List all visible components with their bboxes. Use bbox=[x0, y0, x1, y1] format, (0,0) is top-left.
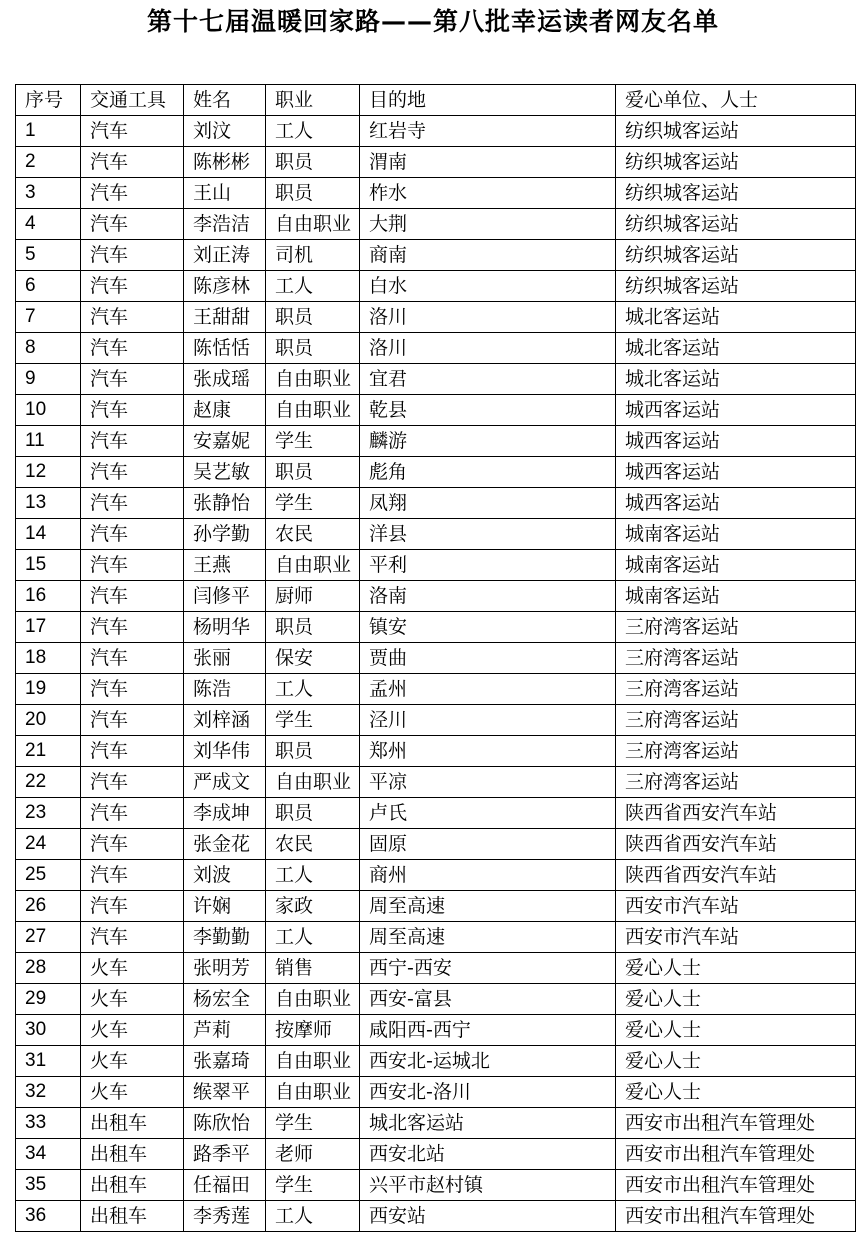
table-row bbox=[16, 209, 856, 240]
table-row bbox=[16, 1046, 856, 1077]
cell-destination: 彪角 bbox=[360, 457, 616, 488]
cell-index: 31 bbox=[16, 1046, 81, 1077]
table-row bbox=[16, 457, 856, 488]
cell-sponsor: 西安市出租汽车管理处 bbox=[616, 1139, 856, 1170]
cell-transport: 火车 bbox=[81, 953, 184, 984]
cell-occupation: 自由职业 bbox=[266, 209, 360, 240]
cell-name: 杨宏全 bbox=[184, 984, 266, 1015]
cell-index: 13 bbox=[16, 488, 81, 519]
cell-destination: 乾县 bbox=[360, 395, 616, 426]
table-row bbox=[16, 550, 856, 581]
cell-occupation: 职员 bbox=[266, 457, 360, 488]
cell-sponsor: 西安市出租汽车管理处 bbox=[616, 1170, 856, 1201]
cell-transport: 汽车 bbox=[81, 798, 184, 829]
table-row bbox=[16, 1077, 856, 1108]
cell-name: 王甜甜 bbox=[184, 302, 266, 333]
cell-destination: 卢氏 bbox=[360, 798, 616, 829]
cell-name: 李秀莲 bbox=[184, 1201, 266, 1232]
cell-destination: 周至高速 bbox=[360, 891, 616, 922]
cell-occupation: 农民 bbox=[266, 519, 360, 550]
cell-name: 张成瑶 bbox=[184, 364, 266, 395]
cell-destination: 平凉 bbox=[360, 767, 616, 798]
cell-occupation: 保安 bbox=[266, 643, 360, 674]
cell-occupation: 自由职业 bbox=[266, 1046, 360, 1077]
cell-occupation: 司机 bbox=[266, 240, 360, 271]
cell-index: 32 bbox=[16, 1077, 81, 1108]
cell-sponsor: 陕西省西安汽车站 bbox=[616, 798, 856, 829]
cell-name: 张明芳 bbox=[184, 953, 266, 984]
cell-index: 9 bbox=[16, 364, 81, 395]
cell-sponsor: 纺织城客运站 bbox=[616, 271, 856, 302]
cell-name: 李勤勤 bbox=[184, 922, 266, 953]
cell-occupation: 按摩师 bbox=[266, 1015, 360, 1046]
cell-destination: 宜君 bbox=[360, 364, 616, 395]
table-row bbox=[16, 612, 856, 643]
cell-occupation: 职员 bbox=[266, 612, 360, 643]
cell-destination: 红岩寺 bbox=[360, 116, 616, 147]
cell-transport: 汽车 bbox=[81, 612, 184, 643]
cell-index: 17 bbox=[16, 612, 81, 643]
cell-occupation: 家政 bbox=[266, 891, 360, 922]
cell-occupation: 自由职业 bbox=[266, 984, 360, 1015]
cell-name: 陈浩 bbox=[184, 674, 266, 705]
cell-destination: 洋县 bbox=[360, 519, 616, 550]
cell-occupation: 职员 bbox=[266, 798, 360, 829]
cell-destination: 洛川 bbox=[360, 333, 616, 364]
cell-name: 陈彦林 bbox=[184, 271, 266, 302]
cell-name: 缑翠平 bbox=[184, 1077, 266, 1108]
cell-index: 34 bbox=[16, 1139, 81, 1170]
cell-name: 李浩洁 bbox=[184, 209, 266, 240]
cell-transport: 汽车 bbox=[81, 674, 184, 705]
cell-index: 15 bbox=[16, 550, 81, 581]
cell-name: 王山 bbox=[184, 178, 266, 209]
table-row bbox=[16, 240, 856, 271]
cell-transport: 汽车 bbox=[81, 860, 184, 891]
cell-sponsor: 陕西省西安汽车站 bbox=[616, 829, 856, 860]
cell-destination: 固原 bbox=[360, 829, 616, 860]
table-row bbox=[16, 488, 856, 519]
header-name: 姓名 bbox=[184, 85, 266, 116]
cell-transport: 出租车 bbox=[81, 1170, 184, 1201]
table-row bbox=[16, 1170, 856, 1201]
cell-sponsor: 爱心人士 bbox=[616, 1015, 856, 1046]
cell-destination: 镇安 bbox=[360, 612, 616, 643]
cell-occupation: 学生 bbox=[266, 426, 360, 457]
cell-name: 陈欣怡 bbox=[184, 1108, 266, 1139]
cell-occupation: 自由职业 bbox=[266, 364, 360, 395]
table-row bbox=[16, 860, 856, 891]
cell-index: 33 bbox=[16, 1108, 81, 1139]
table-row bbox=[16, 364, 856, 395]
cell-transport: 汽车 bbox=[81, 488, 184, 519]
cell-index: 29 bbox=[16, 984, 81, 1015]
cell-transport: 汽车 bbox=[81, 581, 184, 612]
cell-index: 14 bbox=[16, 519, 81, 550]
cell-name: 刘汶 bbox=[184, 116, 266, 147]
cell-name: 张丽 bbox=[184, 643, 266, 674]
cell-occupation: 学生 bbox=[266, 705, 360, 736]
cell-destination: 泾川 bbox=[360, 705, 616, 736]
cell-destination: 郑州 bbox=[360, 736, 616, 767]
cell-sponsor: 陕西省西安汽车站 bbox=[616, 860, 856, 891]
table-row bbox=[16, 178, 856, 209]
header-sponsor: 爱心单位、人士 bbox=[616, 85, 856, 116]
cell-sponsor: 纺织城客运站 bbox=[616, 209, 856, 240]
cell-transport: 汽车 bbox=[81, 333, 184, 364]
cell-name: 芦莉 bbox=[184, 1015, 266, 1046]
cell-sponsor: 纺织城客运站 bbox=[616, 240, 856, 271]
cell-occupation: 职员 bbox=[266, 178, 360, 209]
cell-destination: 西安-富县 bbox=[360, 984, 616, 1015]
table-row bbox=[16, 426, 856, 457]
cell-transport: 汽车 bbox=[81, 240, 184, 271]
cell-destination: 贾曲 bbox=[360, 643, 616, 674]
cell-occupation: 学生 bbox=[266, 488, 360, 519]
cell-index: 24 bbox=[16, 829, 81, 860]
cell-transport: 火车 bbox=[81, 984, 184, 1015]
cell-occupation: 厨师 bbox=[266, 581, 360, 612]
cell-transport: 出租车 bbox=[81, 1139, 184, 1170]
table-row bbox=[16, 674, 856, 705]
cell-destination: 西安北-洛川 bbox=[360, 1077, 616, 1108]
cell-occupation: 职员 bbox=[266, 736, 360, 767]
table-row bbox=[16, 922, 856, 953]
table-row bbox=[16, 333, 856, 364]
header-transport: 交通工具 bbox=[81, 85, 184, 116]
cell-sponsor: 爱心人士 bbox=[616, 1077, 856, 1108]
cell-transport: 火车 bbox=[81, 1046, 184, 1077]
cell-name: 赵康 bbox=[184, 395, 266, 426]
cell-transport: 汽车 bbox=[81, 116, 184, 147]
cell-transport: 火车 bbox=[81, 1015, 184, 1046]
cell-index: 11 bbox=[16, 426, 81, 457]
cell-occupation: 老师 bbox=[266, 1139, 360, 1170]
cell-destination: 渭南 bbox=[360, 147, 616, 178]
cell-sponsor: 三府湾客运站 bbox=[616, 736, 856, 767]
cell-transport: 汽车 bbox=[81, 395, 184, 426]
cell-sponsor: 三府湾客运站 bbox=[616, 643, 856, 674]
cell-sponsor: 三府湾客运站 bbox=[616, 705, 856, 736]
cell-occupation: 工人 bbox=[266, 271, 360, 302]
cell-index: 10 bbox=[16, 395, 81, 426]
cell-index: 19 bbox=[16, 674, 81, 705]
cell-sponsor: 三府湾客运站 bbox=[616, 612, 856, 643]
cell-sponsor: 爱心人士 bbox=[616, 953, 856, 984]
cell-sponsor: 城西客运站 bbox=[616, 395, 856, 426]
table-row bbox=[16, 1108, 856, 1139]
cell-sponsor: 城北客运站 bbox=[616, 333, 856, 364]
cell-destination: 城北客运站 bbox=[360, 1108, 616, 1139]
cell-sponsor: 西安市出租汽车管理处 bbox=[616, 1108, 856, 1139]
cell-name: 闫修平 bbox=[184, 581, 266, 612]
cell-name: 安嘉妮 bbox=[184, 426, 266, 457]
cell-destination: 柞水 bbox=[360, 178, 616, 209]
header-occupation: 职业 bbox=[266, 85, 360, 116]
cell-index: 35 bbox=[16, 1170, 81, 1201]
cell-occupation: 学生 bbox=[266, 1170, 360, 1201]
cell-transport: 汽车 bbox=[81, 550, 184, 581]
cell-destination: 西安北-运城北 bbox=[360, 1046, 616, 1077]
cell-index: 30 bbox=[16, 1015, 81, 1046]
cell-transport: 汽车 bbox=[81, 767, 184, 798]
cell-transport: 汽车 bbox=[81, 271, 184, 302]
cell-name: 路季平 bbox=[184, 1139, 266, 1170]
cell-name: 严成文 bbox=[184, 767, 266, 798]
cell-destination: 商州 bbox=[360, 860, 616, 891]
cell-sponsor: 城南客运站 bbox=[616, 550, 856, 581]
cell-transport: 汽车 bbox=[81, 457, 184, 488]
cell-sponsor: 城南客运站 bbox=[616, 581, 856, 612]
cell-index: 4 bbox=[16, 209, 81, 240]
table-row bbox=[16, 147, 856, 178]
cell-transport: 汽车 bbox=[81, 922, 184, 953]
cell-index: 36 bbox=[16, 1201, 81, 1232]
cell-index: 12 bbox=[16, 457, 81, 488]
cell-name: 张嘉琦 bbox=[184, 1046, 266, 1077]
cell-sponsor: 纺织城客运站 bbox=[616, 147, 856, 178]
cell-destination: 咸阳西-西宁 bbox=[360, 1015, 616, 1046]
table-row bbox=[16, 116, 856, 147]
cell-occupation: 工人 bbox=[266, 116, 360, 147]
cell-sponsor: 爱心人士 bbox=[616, 984, 856, 1015]
table-row bbox=[16, 581, 856, 612]
cell-name: 刘正涛 bbox=[184, 240, 266, 271]
cell-index: 6 bbox=[16, 271, 81, 302]
cell-transport: 汽车 bbox=[81, 302, 184, 333]
cell-name: 张金花 bbox=[184, 829, 266, 860]
cell-index: 25 bbox=[16, 860, 81, 891]
table-body bbox=[16, 116, 856, 1232]
cell-transport: 汽车 bbox=[81, 829, 184, 860]
table-row bbox=[16, 984, 856, 1015]
cell-transport: 火车 bbox=[81, 1077, 184, 1108]
cell-index: 27 bbox=[16, 922, 81, 953]
cell-name: 许娴 bbox=[184, 891, 266, 922]
cell-destination: 平利 bbox=[360, 550, 616, 581]
header-index: 序号 bbox=[16, 85, 81, 116]
cell-sponsor: 纺织城客运站 bbox=[616, 116, 856, 147]
table-row bbox=[16, 891, 856, 922]
table-row bbox=[16, 798, 856, 829]
cell-name: 刘华伟 bbox=[184, 736, 266, 767]
cell-sponsor: 爱心人士 bbox=[616, 1046, 856, 1077]
cell-index: 2 bbox=[16, 147, 81, 178]
cell-index: 26 bbox=[16, 891, 81, 922]
cell-transport: 汽车 bbox=[81, 643, 184, 674]
cell-occupation: 自由职业 bbox=[266, 550, 360, 581]
cell-name: 张静怡 bbox=[184, 488, 266, 519]
cell-name: 刘波 bbox=[184, 860, 266, 891]
cell-name: 孙学勤 bbox=[184, 519, 266, 550]
cell-index: 7 bbox=[16, 302, 81, 333]
cell-destination: 洛川 bbox=[360, 302, 616, 333]
table-row bbox=[16, 302, 856, 333]
cell-transport: 汽车 bbox=[81, 178, 184, 209]
cell-sponsor: 城北客运站 bbox=[616, 302, 856, 333]
cell-destination: 商南 bbox=[360, 240, 616, 271]
cell-destination: 西安站 bbox=[360, 1201, 616, 1232]
cell-destination: 白水 bbox=[360, 271, 616, 302]
table-row bbox=[16, 395, 856, 426]
table-row bbox=[16, 953, 856, 984]
cell-sponsor: 城西客运站 bbox=[616, 426, 856, 457]
cell-occupation: 工人 bbox=[266, 860, 360, 891]
cell-transport: 汽车 bbox=[81, 209, 184, 240]
cell-destination: 孟州 bbox=[360, 674, 616, 705]
cell-destination: 西安北站 bbox=[360, 1139, 616, 1170]
cell-index: 23 bbox=[16, 798, 81, 829]
cell-name: 吴艺敏 bbox=[184, 457, 266, 488]
cell-transport: 汽车 bbox=[81, 519, 184, 550]
table-row bbox=[16, 1201, 856, 1232]
cell-destination: 洛南 bbox=[360, 581, 616, 612]
cell-name: 李成坤 bbox=[184, 798, 266, 829]
cell-transport: 汽车 bbox=[81, 705, 184, 736]
cell-occupation: 工人 bbox=[266, 922, 360, 953]
table-row bbox=[16, 643, 856, 674]
cell-name: 任福田 bbox=[184, 1170, 266, 1201]
cell-index: 21 bbox=[16, 736, 81, 767]
cell-occupation: 职员 bbox=[266, 333, 360, 364]
cell-index: 1 bbox=[16, 116, 81, 147]
cell-index: 18 bbox=[16, 643, 81, 674]
cell-transport: 汽车 bbox=[81, 426, 184, 457]
cell-name: 陈彬彬 bbox=[184, 147, 266, 178]
table-row bbox=[16, 705, 856, 736]
cell-name: 杨明华 bbox=[184, 612, 266, 643]
cell-occupation: 职员 bbox=[266, 147, 360, 178]
cell-sponsor: 西安市汽车站 bbox=[616, 891, 856, 922]
document-title: 第十七届温暖回家路——第八批幸运读者网友名单 bbox=[146, 7, 719, 36]
cell-name: 陈恬恬 bbox=[184, 333, 266, 364]
cell-occupation: 自由职业 bbox=[266, 395, 360, 426]
cell-sponsor: 城南客运站 bbox=[616, 519, 856, 550]
cell-index: 22 bbox=[16, 767, 81, 798]
cell-occupation: 销售 bbox=[266, 953, 360, 984]
cell-sponsor: 城西客运站 bbox=[616, 488, 856, 519]
cell-index: 8 bbox=[16, 333, 81, 364]
table-row bbox=[16, 736, 856, 767]
cell-index: 28 bbox=[16, 953, 81, 984]
table-row bbox=[16, 767, 856, 798]
cell-transport: 汽车 bbox=[81, 147, 184, 178]
table-row bbox=[16, 829, 856, 860]
cell-transport: 出租车 bbox=[81, 1108, 184, 1139]
cell-transport: 汽车 bbox=[81, 736, 184, 767]
cell-occupation: 工人 bbox=[266, 1201, 360, 1232]
cell-occupation: 农民 bbox=[266, 829, 360, 860]
table-row bbox=[16, 271, 856, 302]
cell-destination: 凤翔 bbox=[360, 488, 616, 519]
cell-destination: 周至高速 bbox=[360, 922, 616, 953]
header-destination: 目的地 bbox=[360, 85, 616, 116]
cell-sponsor: 三府湾客运站 bbox=[616, 674, 856, 705]
cell-index: 20 bbox=[16, 705, 81, 736]
winner-list-table bbox=[15, 84, 856, 1232]
cell-sponsor: 城西客运站 bbox=[616, 457, 856, 488]
table-row bbox=[16, 1015, 856, 1046]
cell-occupation: 工人 bbox=[266, 674, 360, 705]
cell-occupation: 学生 bbox=[266, 1108, 360, 1139]
cell-destination: 兴平市赵村镇 bbox=[360, 1170, 616, 1201]
table-row bbox=[16, 1139, 856, 1170]
cell-sponsor: 西安市出租汽车管理处 bbox=[616, 1201, 856, 1232]
cell-name: 刘梓涵 bbox=[184, 705, 266, 736]
cell-index: 5 bbox=[16, 240, 81, 271]
cell-destination: 大荆 bbox=[360, 209, 616, 240]
table-row bbox=[16, 519, 856, 550]
cell-occupation: 自由职业 bbox=[266, 1077, 360, 1108]
table-header-row bbox=[16, 85, 856, 116]
cell-destination: 西宁-西安 bbox=[360, 953, 616, 984]
cell-destination: 麟游 bbox=[360, 426, 616, 457]
cell-sponsor: 纺织城客运站 bbox=[616, 178, 856, 209]
cell-occupation: 职员 bbox=[266, 302, 360, 333]
cell-name: 王燕 bbox=[184, 550, 266, 581]
cell-sponsor: 三府湾客运站 bbox=[616, 767, 856, 798]
cell-sponsor: 西安市汽车站 bbox=[616, 922, 856, 953]
cell-transport: 出租车 bbox=[81, 1201, 184, 1232]
cell-index: 3 bbox=[16, 178, 81, 209]
cell-transport: 汽车 bbox=[81, 891, 184, 922]
cell-index: 16 bbox=[16, 581, 81, 612]
cell-transport: 汽车 bbox=[81, 364, 184, 395]
cell-occupation: 自由职业 bbox=[266, 767, 360, 798]
cell-sponsor: 城北客运站 bbox=[616, 364, 856, 395]
